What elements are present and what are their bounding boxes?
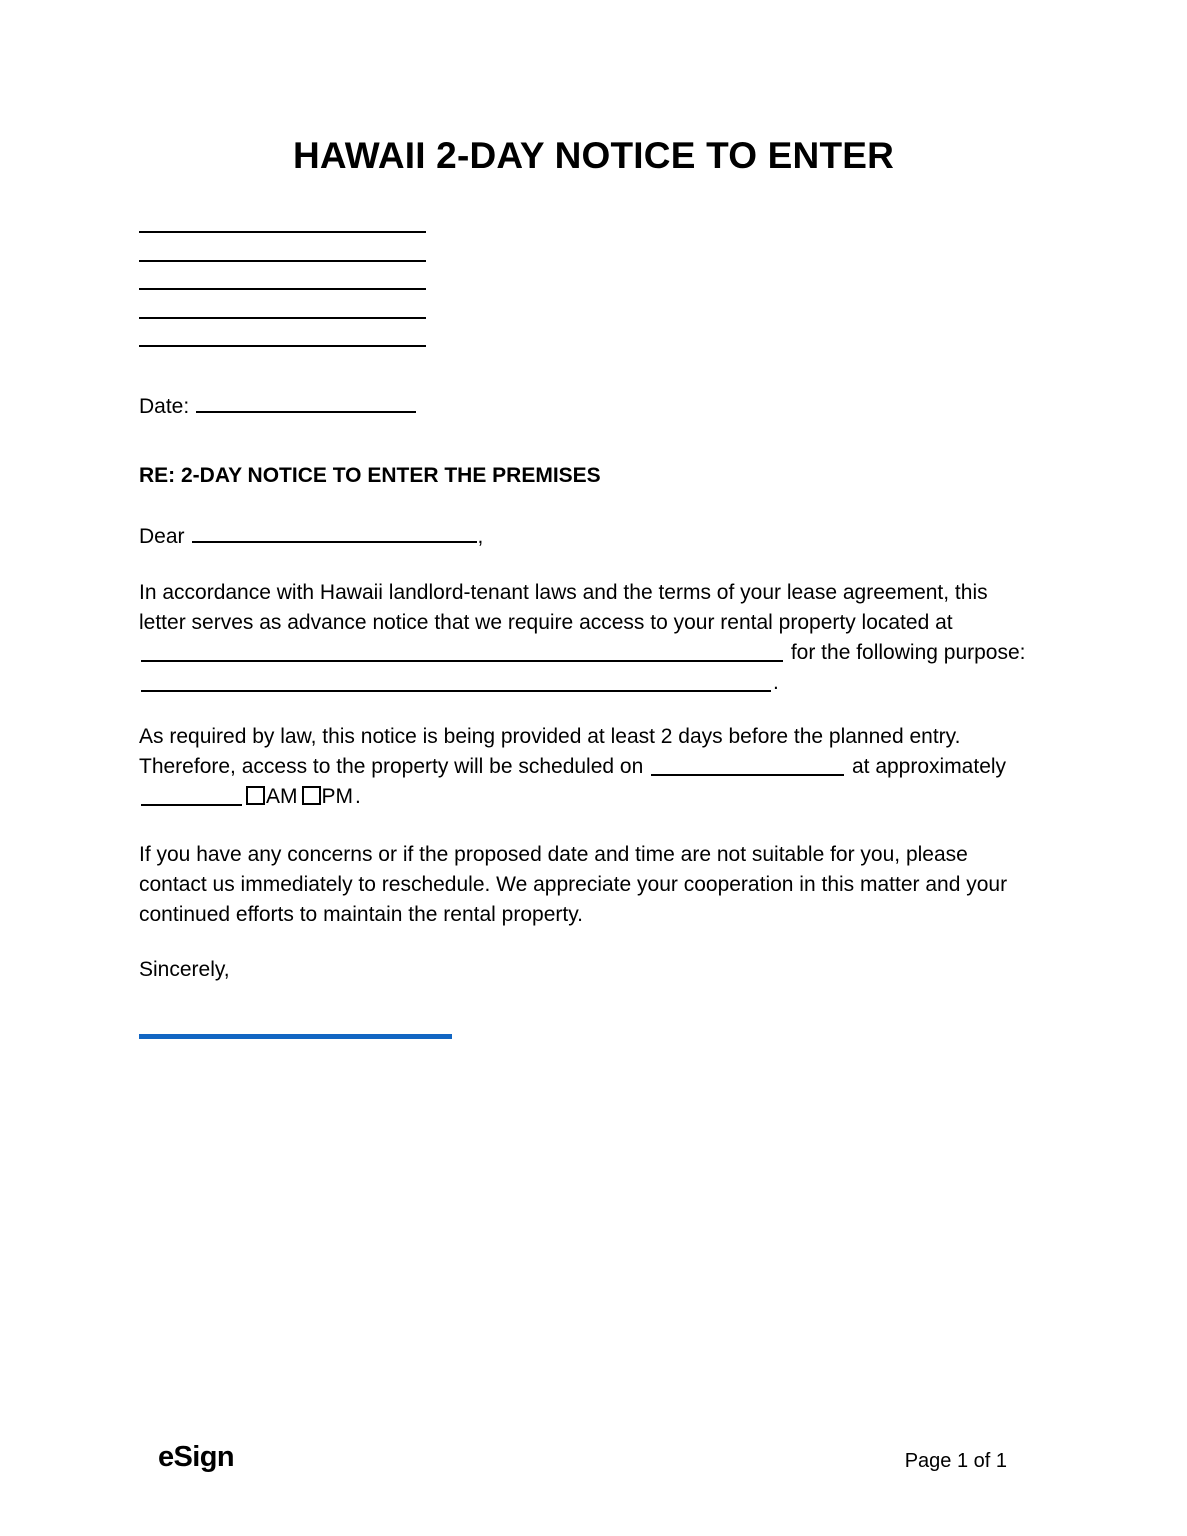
paragraph-notice-intro xyxy=(139,578,1039,698)
paragraph-1-period: . xyxy=(773,671,779,694)
paragraph-schedule xyxy=(139,722,1039,812)
salutation-label: Dear xyxy=(139,525,185,548)
property-address-blank[interactable] xyxy=(141,641,783,662)
pm-checkbox[interactable] xyxy=(302,786,321,805)
address-blank-line[interactable] xyxy=(139,288,426,290)
address-blank-line[interactable] xyxy=(139,345,426,347)
am-checkbox[interactable] xyxy=(246,786,265,805)
salutation-row xyxy=(139,522,483,550)
re-subject-line: RE: 2-DAY NOTICE TO ENTER THE PREMISES xyxy=(139,464,601,487)
entry-purpose-blank[interactable] xyxy=(141,671,771,692)
closing-salutation: Sincerely, xyxy=(139,958,230,981)
scheduled-time-blank[interactable] xyxy=(141,785,242,806)
date-label: Date: xyxy=(139,395,190,418)
paragraph-2-text-part-1: As required by law, this notice is being provided at least 2 days before the planned entry. Therefore, access to the property will be scheduled on xyxy=(139,725,961,778)
recipient-name-blank[interactable] xyxy=(192,522,477,543)
page-indicator: Page 1 of 1 xyxy=(904,1450,1007,1472)
address-blank-line[interactable] xyxy=(139,260,426,262)
address-blank-lines xyxy=(139,231,426,374)
paragraph-reschedule: If you have any concerns or if the proposed date and time are not suitable for you, please contact us immediately to reschedule. We appreciate your cooperation in this matter and your continued efforts to maintain the rental property. xyxy=(139,843,1008,926)
paragraph-2-period: . xyxy=(355,785,361,808)
esign-logo: eSign xyxy=(158,1441,234,1473)
paragraph-2-text-part-2: at approximately xyxy=(851,755,1007,778)
address-blank-line[interactable] xyxy=(139,231,426,233)
date-input-blank[interactable] xyxy=(196,392,416,413)
scheduled-date-blank[interactable] xyxy=(651,755,844,776)
pm-label: PM xyxy=(321,785,353,808)
address-blank-line[interactable] xyxy=(139,317,426,319)
date-row xyxy=(139,392,416,420)
am-label: AM xyxy=(266,785,298,808)
page-title: HAWAII 2-DAY NOTICE TO ENTER xyxy=(292,135,895,176)
salutation-comma: , xyxy=(477,525,484,548)
paragraph-1-text-part-2: for the following purpose: xyxy=(790,641,1026,664)
paragraph-1-text-part-1: In accordance with Hawaii landlord-tenant laws and the terms of your lease agreement, this letter serves as advance notice that we require access to your rental property located at xyxy=(139,581,988,634)
signature-line[interactable] xyxy=(139,1034,452,1039)
